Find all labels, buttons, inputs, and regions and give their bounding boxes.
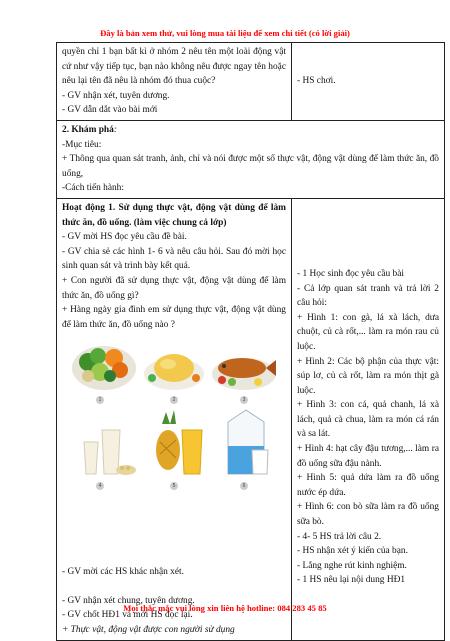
- fried-fish-image: [208, 340, 278, 394]
- row3-right-line: - 1 Học sinh đọc yêu cầu bài: [297, 268, 404, 279]
- section-title: 2. Khám phá: [62, 124, 114, 135]
- row3-right-line: + Hình 4: hạt cây đậu tương,... làm ra đồ uống sữa đậu nành.: [297, 444, 439, 469]
- section-line: -Mục tiêu:: [62, 139, 102, 150]
- image-number: 3: [240, 396, 248, 404]
- table-row: [57, 198, 445, 640]
- vegetable-dish-image: [70, 336, 138, 394]
- row3-left-line: - GV chia sẻ các hình 1- 6 và nêu câu hỏi. Sau đó mời học sinh quan sát và trình bày kết quả.: [62, 246, 286, 272]
- row1-left-line: - GV nhận xét, tuyên dương.: [62, 90, 170, 101]
- section-line: + Thông qua quan sát tranh, ảnh, chỉ và nói được một số thực vật, động vật dùng để làm thức ăn, đồ uống,: [62, 154, 439, 179]
- image-number: 6: [240, 482, 248, 490]
- row3-left-line: - GV chốt HĐ1 và mời HS đọc lại.: [62, 610, 193, 621]
- row3-right-line: - 1 HS nêu lại nội dung HĐ1: [297, 575, 406, 586]
- activity-title: Hoạt động 1. Sử dụng thực vật, động vật dùng để làm thức ăn, đồ uống. (làm việc chung cả lớp): [62, 202, 286, 228]
- row3-left-line: - GV mời các HS khác nhận xét.: [62, 567, 184, 578]
- section-title-colon: :: [113, 124, 117, 135]
- food-illustration: [68, 336, 280, 496]
- row3-right-line: + Hình 5: quả dứa làm ra đồ uống nước ép dứa.: [297, 473, 439, 498]
- row3-right-line: - 4- 5 HS trả lời câu 2.: [297, 531, 382, 542]
- preview-banner: Đây là bản xem thử, vui lòng mua tài liệu để xem chi tiết (có lời giải): [100, 28, 350, 38]
- row3-right-line: - Lắng nghe rút kinh nghiệm.: [297, 560, 407, 571]
- row1-left: [57, 43, 292, 121]
- row3-right-line: - Cả lớp quan sát tranh và trả lời 2 câu hỏi:: [297, 283, 439, 309]
- row1-left-line: quyền chỉ 1 bạn bất kì ở nhóm 2 nêu tên một loài động vật cứ như vậy tiếp tục, bạn nào không nêu được ngay tên hoặc nêu lại tên đã nêu là nhóm đó thua cuộc?: [62, 47, 286, 87]
- row3-right: [292, 198, 445, 640]
- row3-right-line: + Hình 1: con gà, lá xà lách, dưa chuột, củ cà rốt,... làm ra món rau củ luộc.: [297, 312, 439, 352]
- lesson-table: [56, 42, 445, 641]
- pineapple-juice-image: [148, 406, 208, 478]
- image-number: 2: [170, 396, 178, 404]
- row3-left-line: + Thực vật, động vật được con người sử dụng: [62, 625, 235, 636]
- row3-left-line: + Hàng ngày gia đình em sử dụng thực vật, động vật dùng để làm thức ăn, đồ uống nào ?: [62, 305, 286, 330]
- row3-right-line: + Hình 6: con bò sữa làm ra đồ uống sữa bò.: [297, 502, 439, 528]
- soy-milk-image: [74, 412, 138, 478]
- row1-right: [292, 43, 445, 121]
- image-number: 1: [96, 396, 104, 404]
- row3-left-line: - GV mời HS đọc yêu cầu đề bài.: [62, 232, 187, 243]
- row3-right-line: - HS nhận xét ý kiến của bạn.: [297, 546, 408, 557]
- section-explore: [57, 120, 445, 198]
- section-line: -Cách tiến hành:: [62, 183, 124, 194]
- image-number: 5: [170, 482, 178, 490]
- row3-left: [57, 198, 292, 640]
- row1-left-line: - GV dẫn dắt vào bài mới: [62, 105, 158, 116]
- milk-carton-image: [218, 406, 274, 478]
- chicken-dish-image: [142, 340, 206, 394]
- row1-right-text: - HS chơi.: [297, 76, 336, 87]
- row3-left-line: + Con người đã sử dụng thực vật, động vật dùng để làm thức ăn, đồ uống gì?: [62, 275, 286, 301]
- table-row: [57, 43, 445, 121]
- row3-left-line: - GV nhận xét chung, tuyên dương.: [62, 595, 195, 606]
- row3-right-line: + Hình 2: Các bộ phận của thực vật: súp lơ, củ cà rốt, làm ra món thịt gà luộc.: [297, 356, 439, 396]
- hotline-banner: Mọi thắc mắc vui lòng xin liên hệ hotline: 084 283 45 85: [123, 603, 327, 613]
- image-number: 4: [96, 482, 104, 490]
- row3-right-line: + Hình 3: con cá, quả chanh, lá xà lách, quả cà chua, làm ra món cá rán và sa lát.: [297, 400, 439, 440]
- table-row: [57, 120, 445, 198]
